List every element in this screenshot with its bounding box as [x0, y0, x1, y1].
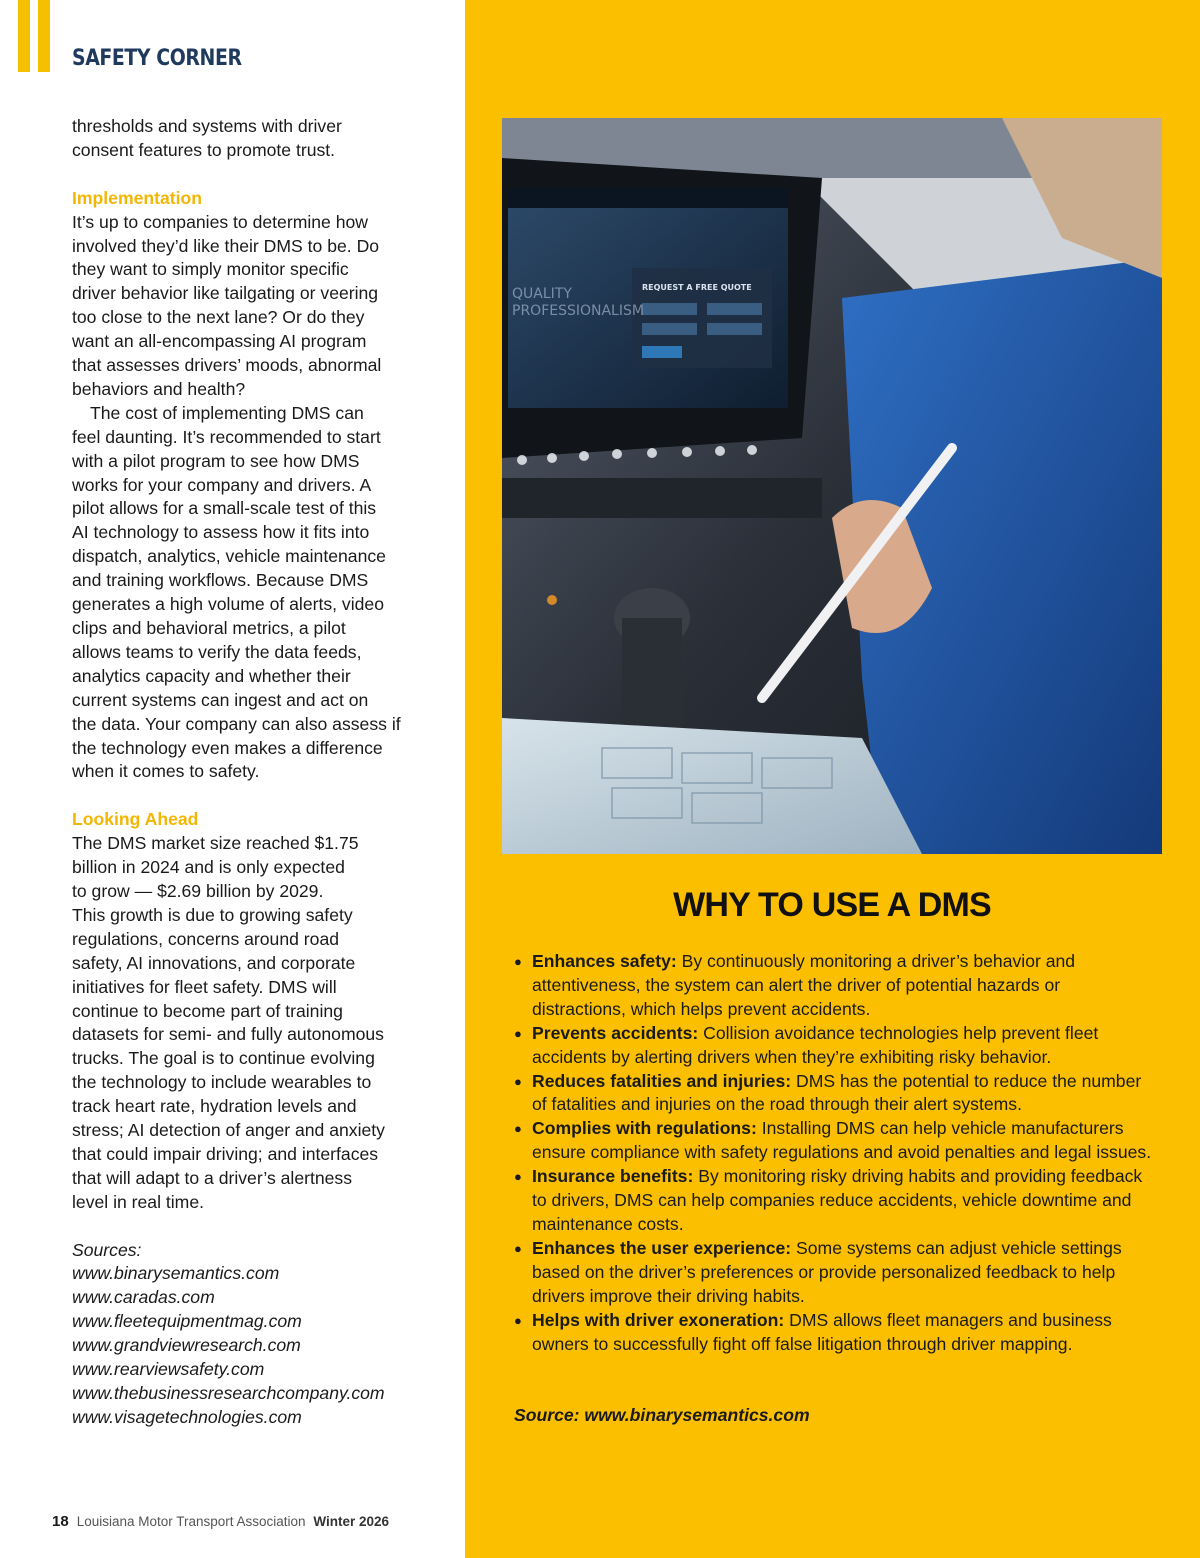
sources-label: Sources: [72, 1239, 142, 1260]
implementation-paragraph-2: The cost of implementing DMS can feel daunting. It’s recommended to start with a pilot program to see how DMS works for your company and drivers. A pilot allows for a small-scale test of this AI technology to assess how it fits into dispatch, analytics, vehicle maintenance and training workflows. Because DMS generates a high volume of alerts, video clips and behavioral metrics, a pilot allows teams to verify the data feeds, analytics capacity and whether their current systems can ingest and act on the data. Your company can also assess if the technology even makes a difference when it comes to safety. [72, 402, 401, 782]
benefit-item [514, 950, 1154, 1022]
benefit-term: Helps with driver exoneration: [532, 1309, 785, 1330]
source-link[interactable]: www.grandviewresearch.com [72, 1335, 301, 1356]
source-link[interactable]: www.fleetequipmentmag.com [72, 1311, 302, 1332]
paragraph-gap [72, 784, 417, 808]
benefit-term: Enhances safety: [532, 951, 677, 971]
benefit-term: Complies with regulations: [532, 1118, 757, 1139]
article-column [72, 115, 417, 1430]
source-link[interactable]: www.binarysemantics.com [72, 1263, 280, 1284]
screen-heading-text: REQUEST A FREE QUOTE [642, 283, 752, 292]
benefit-text: DMS allows fleet managers and business owners to successfully fight off false litigation through driver mapping. [532, 1309, 1112, 1354]
benefit-term: Prevents accidents: [532, 1022, 699, 1043]
benefit-item [514, 1022, 1154, 1070]
header-accent-bar-left [18, 0, 30, 72]
looking-ahead-heading: Looking Ahead [72, 809, 199, 830]
benefit-text: Collision avoidance technologies help prevent fleet accidents by alerting drivers when they’re exhibiting risky behavior. [532, 1022, 1099, 1067]
header-accent-bar-right [38, 0, 50, 72]
benefit-term: Insurance benefits: [532, 1166, 694, 1187]
benefit-term: Enhances the user experience: [532, 1237, 792, 1258]
intro-continuation: thresholds and systems with driver consent features to promote trust. [72, 116, 342, 160]
benefit-item [514, 1237, 1154, 1309]
paragraph-gap [72, 163, 417, 187]
source-link[interactable]: www.caradas.com [72, 1287, 215, 1308]
benefit-item [514, 1309, 1154, 1357]
issue-label: Winter 2026 [313, 1514, 389, 1529]
page-number: 18 [52, 1513, 69, 1530]
benefit-term: Reduces fatalities and injuries: [532, 1070, 792, 1091]
benefit-text: By monitoring risky driving habits and providing feedback to drivers, DMS can help companies reduce accidents, vehicle downtime and maintenance costs. [532, 1166, 1143, 1234]
benefit-item [514, 1070, 1154, 1118]
paragraph-gap [72, 1215, 417, 1239]
section-label: SAFETY CORNER [72, 46, 242, 71]
looking-ahead-paragraph: The DMS market size reached $1.75 billion in 2024 and is only expected to grow — $2.69 billion by 2029. This growth is due to growing safety regulations, concerns around road safety, AI innovations, and corporate initiatives for fleet safety. DMS will continue to become part of training datasets for semi- and fully autonomous trucks. The goal is to continue evolving the technology to include wearables to track heart rate, hydration levels and stress; AI detection of anger and anxiety that could impair driving; and interfaces that will adapt to a driver’s alertness level in real time. [72, 833, 385, 1212]
implementation-heading: Implementation [72, 187, 203, 208]
source-link[interactable]: www.thebusinessresearchcompany.com [72, 1382, 385, 1403]
tablet-device [502, 718, 922, 854]
sidebar-source: Source: www.binarysemantics.com [514, 1405, 810, 1425]
sources-list [72, 1239, 417, 1430]
page-footer [52, 1513, 389, 1530]
driver-tablet-photo [502, 118, 1162, 854]
benefit-item [514, 1165, 1154, 1237]
benefit-text: Some systems can adjust vehicle settings based on the driver’s preferences or provide personalized feedback to help drivers improve their driving habits. [532, 1237, 1122, 1306]
benefit-item [514, 1117, 1154, 1165]
screen-hero-text: QUALITY PROFESSIONALISM [512, 286, 644, 319]
benefit-text: By continuously monitoring a driver’s behavior and attentiveness, the system can alert the driver of potential hazards or distractions, which helps prevent accidents. [532, 951, 1076, 1019]
publication-name: Louisiana Motor Transport Association [76, 1514, 306, 1529]
sidebar-title: WHY TO USE A DMS [673, 886, 991, 924]
source-link[interactable]: www.visagetechnologies.com [72, 1406, 302, 1427]
benefit-text: DMS has the potential to reduce the number of fatalities and injuries on the road through their alert systems. [532, 1070, 1142, 1115]
implementation-paragraph-1: It’s up to companies to determine how involved they’d like their DMS to be. Do they want to simply monitor specific driver behavior like tailgating or veering too close to the next lane? Or do they want an all-encompassing AI program that assesses drivers’ moods, abnormal behaviors and health? [72, 211, 382, 399]
benefits-list [514, 950, 1154, 1356]
source-link[interactable]: www.rearviewsafety.com [72, 1359, 265, 1380]
benefit-text: Installing DMS can help vehicle manufacturers ensure compliance with safety regulations and avoid penalties and legal issues. [532, 1118, 1152, 1163]
